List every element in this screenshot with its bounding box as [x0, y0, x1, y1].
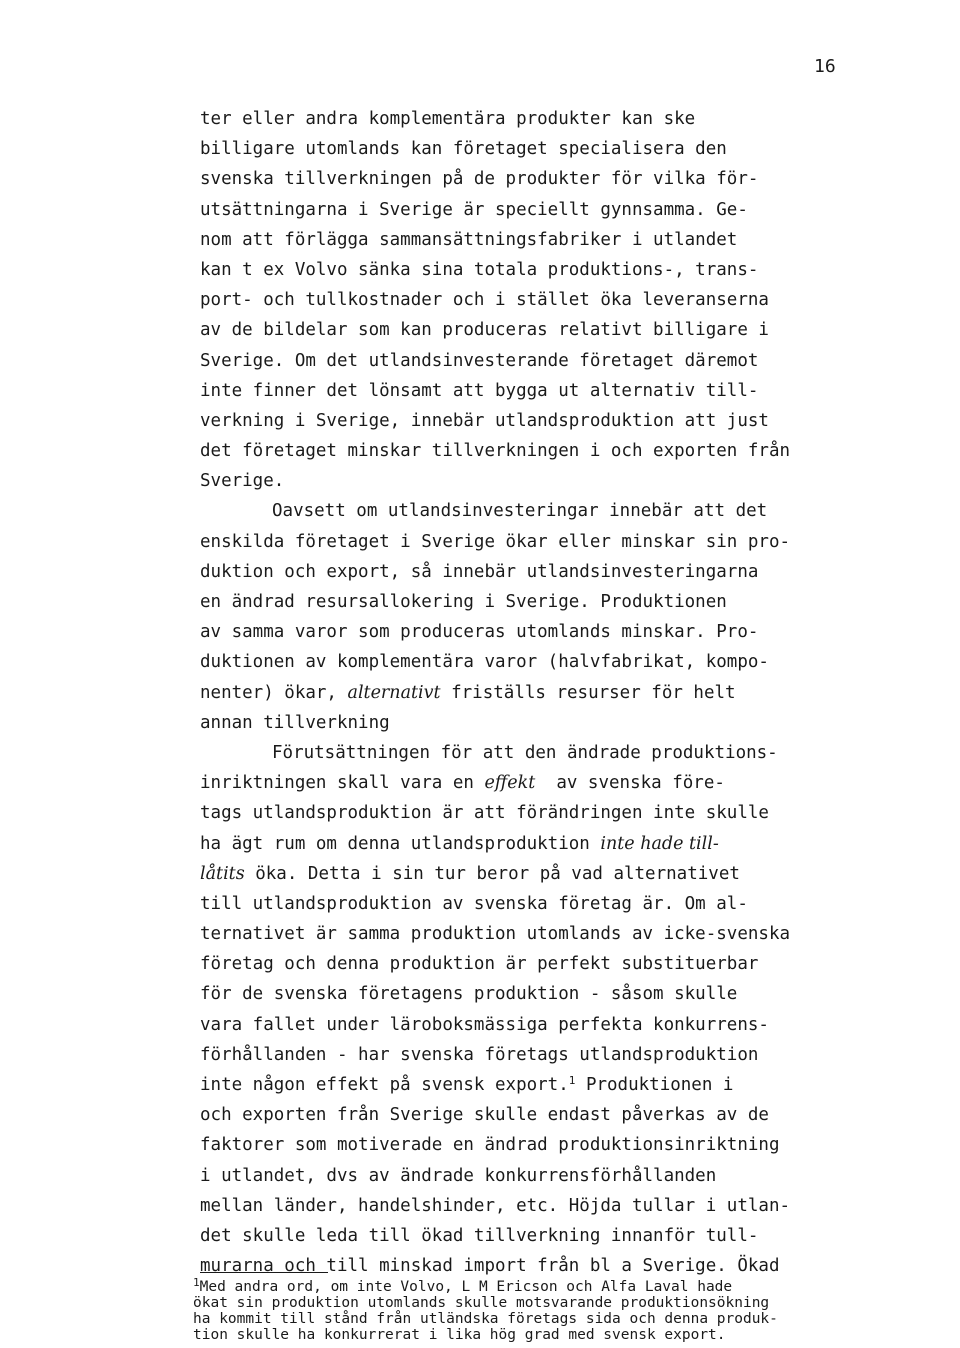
- text-line: [200, 768, 900, 798]
- text-segment: inriktningen skall vara en: [200, 773, 474, 794]
- footnote-line: [193, 1276, 893, 1295]
- text-line: billigare utomlands kan företaget specialisera den: [200, 139, 727, 160]
- text-line: duktionen av komplementära varor (halvfabrikat, kompo-: [200, 652, 769, 673]
- text-line: port- och tullkostnader och i stället öka leveranserna: [200, 290, 769, 311]
- footnote-line: tion skulle ha konkurrerat i lika hög grad med svensk export.: [193, 1327, 726, 1343]
- text-line: en ändrad resursallokering i Sverige. Produktionen: [200, 592, 727, 612]
- text-line: faktorer som motiverade en ändrad produktionsinriktning: [200, 1135, 780, 1156]
- text-line: tags utlandsproduktion är att förändringen inte skulle: [200, 803, 769, 824]
- text-segment: av svenska före-: [556, 773, 725, 794]
- text-segment: inte någon effekt på svensk export.: [200, 1075, 569, 1095]
- emphasis-text: alternativt: [347, 682, 441, 703]
- text-line: verkning i Sverige, innebär utlandsproduktion att just: [200, 410, 769, 431]
- text-line: enskilda företaget i Sverige ökar eller minskar sin pro-: [200, 531, 791, 552]
- text-line: ter eller andra komplementära produkter kan ske: [200, 109, 696, 129]
- page-number: 16: [814, 56, 836, 77]
- text-line: kan t ex Volvo sänka sina totala produktions-, trans-: [200, 259, 759, 280]
- text-line: utsättningarna i Sverige är speciellt gynnsamma. Ge-: [200, 199, 748, 220]
- text-line: [200, 1070, 900, 1100]
- text-line: förhållanden - har svenska företags utlandsproduktion: [200, 1044, 759, 1065]
- footnote-line: ha kommit till stånd från utländska företags sida och denna produk-: [193, 1311, 778, 1327]
- text-line: duktion och export, så innebär utlandsinvesteringarna: [200, 561, 759, 582]
- text-line: Sverige.: [200, 471, 285, 492]
- text-line: i utlandet, dvs av ändrade konkurrensförhållanden: [200, 1165, 717, 1186]
- text-line: annan tillverkning: [200, 712, 390, 733]
- text-line: [200, 859, 900, 889]
- emphasis-text: låtits: [200, 863, 245, 884]
- text-line: ternativet är samma produktion utomlands av icke-svenska: [200, 924, 791, 945]
- text-line: mellan länder, handelshinder, etc. Höjda tullar i utlan-: [200, 1195, 791, 1216]
- paragraph-first-line: Förutsättningen för att den ändrade produktions-: [272, 742, 778, 763]
- emphasis-text: inte hade till-: [600, 833, 719, 854]
- emphasis-text: effekt: [484, 773, 536, 794]
- text-line: svenska tillverkningen på de produkter för vilka för-: [200, 169, 759, 190]
- text-line: för de svenska företagens produktion - såsom skulle: [200, 984, 738, 1005]
- text-segment: nenter) ökar,: [200, 682, 337, 703]
- text-line: och exporten från Sverige skulle endast påverkas av de: [200, 1105, 769, 1126]
- footnote: [193, 1276, 893, 1343]
- body-text: [200, 104, 900, 1281]
- text-line: murarna och till minskad import från bl a Sverige. Ökad: [200, 1256, 780, 1277]
- text-segment: friställs resurser för helt: [451, 682, 736, 703]
- text-segment: Produktionen i: [585, 1075, 734, 1095]
- text-line: till utlandsproduktion av svenska företag är. Om al-: [200, 893, 748, 914]
- text-line: [200, 829, 900, 859]
- text-segment: Med andra ord, om inte Volvo, L M Ericson och Alfa Laval hade: [199, 1279, 733, 1295]
- text-line: inte finner det lönsamt att bygga ut alternativ till-: [200, 380, 759, 401]
- text-line: vara fallet under läroboksmässiga perfekta konkurrens-: [200, 1014, 769, 1035]
- text-line: det skulle leda till ökad tillverkning innanför tull-: [200, 1225, 759, 1246]
- text-line: nom att förlägga sammansättningsfabriker i utlandet: [200, 229, 738, 250]
- text-line: det företaget minskar tillverkningen i och exporten från: [200, 441, 791, 462]
- footnote-divider: [200, 1272, 328, 1273]
- footnote-reference: 1: [568, 1074, 576, 1087]
- paragraph-first-line: Oavsett om utlandsinvesteringar innebär att det: [272, 501, 768, 522]
- text-line: [200, 678, 900, 708]
- footnote-line: ökat sin produktion utomlands skulle motsvarande produktionsökning: [193, 1295, 770, 1311]
- text-line: företag och denna produktion är perfekt substituerbar: [200, 954, 759, 975]
- text-line: av de bildelar som kan produceras relativt billigare i: [200, 320, 769, 341]
- footnote-marker: 1: [193, 1276, 200, 1289]
- text-line: av samma varor som produceras utomlands minskar. Pro-: [200, 622, 759, 643]
- text-line: Sverige. Om det utlandsinvesterande företaget däremot: [200, 350, 759, 371]
- text-segment: öka. Detta i sin tur beror på vad alternativet: [255, 863, 740, 884]
- text-segment: ha ägt rum om denna utlandsproduktion: [200, 833, 590, 854]
